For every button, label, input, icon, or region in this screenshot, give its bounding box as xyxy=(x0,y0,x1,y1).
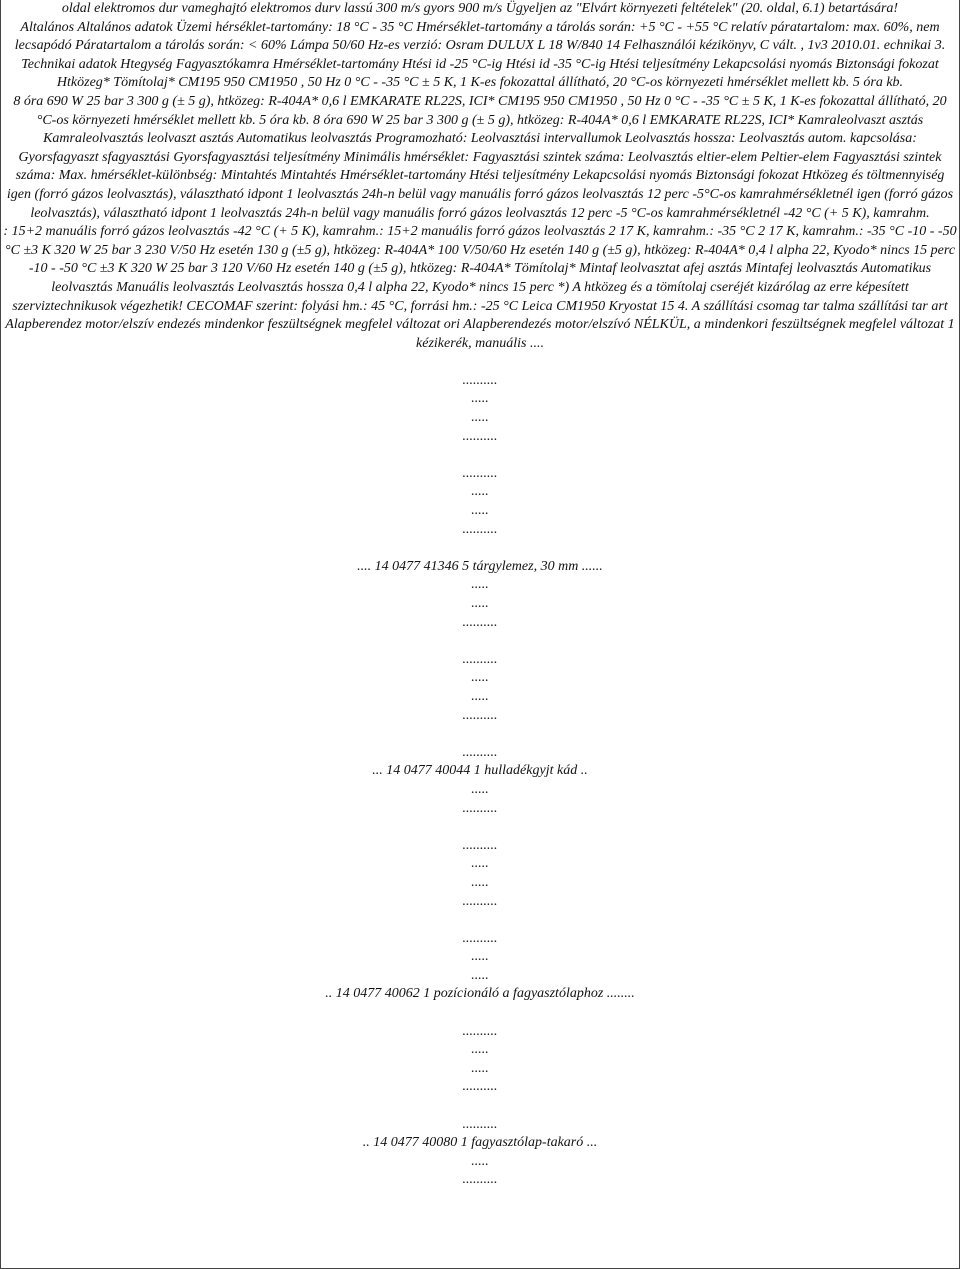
paragraph-general-data: Altalános Altalános adatok Üzemi hérséklet-tartomány: 18 °C - 35 °C Hmérséklet-tartomány a tárolás során: +5 °C - +55 °C relatív páratartalom: max. 60%, nem lecsapódó Páratartalom a tárolás során: < 60% Lámpa 50/60 Hz-es verzió: Osram DULUX L 18 W/840 14 Felhasználói kézikönyv, C vált. , 1v3 2010.01. echnikai 3. Technikai adatok Htegység Fagyasztókamra Hmérséklet-tartomány Htési id -25 °C-ig Htési id -35 °C-ig Htési teljesítmény Lekapcsolási nyomás Biztonsági fokozat Htközeg* Tömítolaj* CM195 950 CM1950 , 50 Hz 0 °C - -35 °C ± 5 K, 1 K-es fokozattal állítható, 20 °C-os környezeti hmérséklet mellett kb. 5 óra kb. xyxy=(14,19,946,91)
dot-leader-line: .......... xyxy=(462,651,498,667)
dot-leader-line: .......... xyxy=(462,837,498,853)
dot-leader-line: ..... xyxy=(471,391,489,407)
blank-line xyxy=(3,353,957,372)
dot-leader-line: ..... xyxy=(471,856,489,872)
dot-leader-line: .......... xyxy=(462,428,498,444)
blank-line xyxy=(3,911,957,930)
paragraph-delivery-contents: : 15+2 manuális forró gázos leolvasztás -42 °C (+ 5 K), kamrahm.: 15+2 manuális forró gázos leolvasztás 2 17 K, kamrahm.: -35 °C 2 17 K, kamrahm.: -35 °C -10 - -50 °C ±3 K 320 W 25 bar 3 230 V/50 Hz esetén 130 g (±5 g), htközeg: R-404A* 100 V/50/60 Hz esetén 140 g (±5 g), htközeg: R-404A* 0,4 l alpha 22, Kyodo* nincs 15 perc -10 - -50 °C ±3 K 320 W 25 bar 3 120 V/60 Hz esetén 140 g (±5 g), htközeg: R-404A* Tömítolaj* Mintaf leolvasztat afej asztás Mintafej leolvasztás Automatikus leolvasztás Manuális leolvasztás Leolvasztás hossza 0,4 l alpha 22, Kyodo* nincs 15 perc *) A htközeg és a tömítolaj cseréjét kizárólag az erre képesített szerviztechnikusok végezhetik! CECOMAF szerint: folyási hm.: 45 °C, forrási hm.: -25 °C Leica CM1950 Kryostat 15 4. A szállítási csomag tar talma szállítási tar art Alapberendez motor/elszív endezés mindenkor feszültségnek megfelel változat ori Alapberendezés motor/elszívó NÉLKÜL, a mindenkori feszültségnek megfelel változat 1 kézikerék, manuális .... xyxy=(3,224,957,351)
dot-leader-line: ..... xyxy=(471,410,489,426)
dot-leader-line: ..... xyxy=(471,503,489,519)
blank-line xyxy=(3,1004,957,1023)
blank-line xyxy=(3,446,957,465)
dot-leader-line: .......... xyxy=(462,372,498,388)
blank-line xyxy=(3,725,957,744)
dot-leader-line: ..... xyxy=(471,781,489,797)
dot-leader-line: ..... xyxy=(471,577,489,593)
blank-line xyxy=(3,1097,957,1116)
document-body xyxy=(1,0,959,1190)
dot-leader-line: .......... xyxy=(462,1023,498,1039)
dot-leader-line: ..... xyxy=(471,967,489,983)
dot-leader-line: .......... xyxy=(462,707,498,723)
blank-line xyxy=(3,539,957,558)
dot-leader-line: .......... xyxy=(462,1172,498,1188)
dot-leader-line: .......... xyxy=(462,521,498,537)
dot-leader-line: .......... xyxy=(462,1116,498,1132)
dot-leader-line: .......... xyxy=(462,744,498,760)
parts-list-item: .. 14 0477 40080 1 fagyasztólap-takaró ... xyxy=(362,1135,598,1151)
blank-line xyxy=(3,818,957,837)
parts-list xyxy=(3,353,957,1190)
dot-leader-line: .......... xyxy=(462,930,498,946)
parts-list-item: ... 14 0477 40044 1 hulladékgyjt kád .. xyxy=(372,763,588,779)
dot-leader-line: .......... xyxy=(462,465,498,481)
dot-leader-line: ..... xyxy=(471,688,489,704)
blank-line xyxy=(3,632,957,651)
dot-leader-line: ..... xyxy=(471,949,489,965)
parts-list-item: .. 14 0477 40062 1 pozícionáló a fagyasztólaphoz ........ xyxy=(325,986,635,1002)
dot-leader-line: .......... xyxy=(462,1079,498,1095)
dot-leader-line: ..... xyxy=(471,874,489,890)
paragraph-technical-data: 8 óra 690 W 25 bar 3 300 g (± 5 g), htközeg: R-404A* 0,6 l EMKARATE RL22S, ICI* CM195 950 CM1950 , 50 Hz 0 °C - -35 °C ± 5 K, 1 K-es fokozattal állítható, 20 °C-os környezeti hmérséklet mellett kb. 5 óra kb. 8 óra 690 W 25 bar 3 300 g (± 5 g), htközeg: R-404A* 0,6 l EMKARATE RL22S, ICI* Kamraleolvaszt asztás Kamraleolvasztás leolvaszt asztás Automatikus leolvasztás Programozható: Leolvasztási intervallumok Leolvasztás hossza: Leolvasztás autom. kapcsolása: Gyorsfagyaszt sfagyasztási Gyorsfagyasztási teljesítmény Minimális hmérséklet: Fagyasztási szintek száma: Leolvasztás eltier-elem Peltier-elem Fagyasztási szintek száma: Max. hmérséklet-különbség: Mintahtés Mintahtés Hmérséklet-tartomány Htési teljesítmény Lekapcsolási nyomás Biztonsági fokozat Htközeg és töltmennyiség igen (forró gázos leolvasztás), választható idpont 1 leolvasztás 24h-n belül vagy manuális forró gázos leolvasztás 12 perc -5°C-os kamrahmérsékletnél igen (forró gázos leolvasztás), választható idpont 1 leolvasztás 24h-n belül vagy manuális forró gázos leolvasztás 12 perc -5 °C-os kamrahmérsékletnél -42 °C (+ 5 K), kamrahm. xyxy=(6,93,954,221)
dot-leader-line: ..... xyxy=(471,670,489,686)
dot-leader-line: ..... xyxy=(471,1153,489,1169)
dot-leader-line: ..... xyxy=(471,484,489,500)
paragraph-intro: oldal elektromos dur vameghajtó elektromos durv lassú 300 m/s gyors 900 m/s Ügyeljen az "Elvárt környezeti feltételek" (20. oldal, 6.1) betartására! xyxy=(61,1,899,16)
parts-list-item: .... 14 0477 41346 5 tárgylemez, 30 mm ...... xyxy=(357,558,603,574)
dot-leader-line: ..... xyxy=(471,1060,489,1076)
dot-leader-line: .......... xyxy=(462,800,498,816)
dot-leader-line: ..... xyxy=(471,1042,489,1058)
dot-leader-line: .......... xyxy=(462,614,498,630)
dot-leader-line: ..... xyxy=(471,596,489,611)
dot-leader-line: .......... xyxy=(462,893,498,909)
